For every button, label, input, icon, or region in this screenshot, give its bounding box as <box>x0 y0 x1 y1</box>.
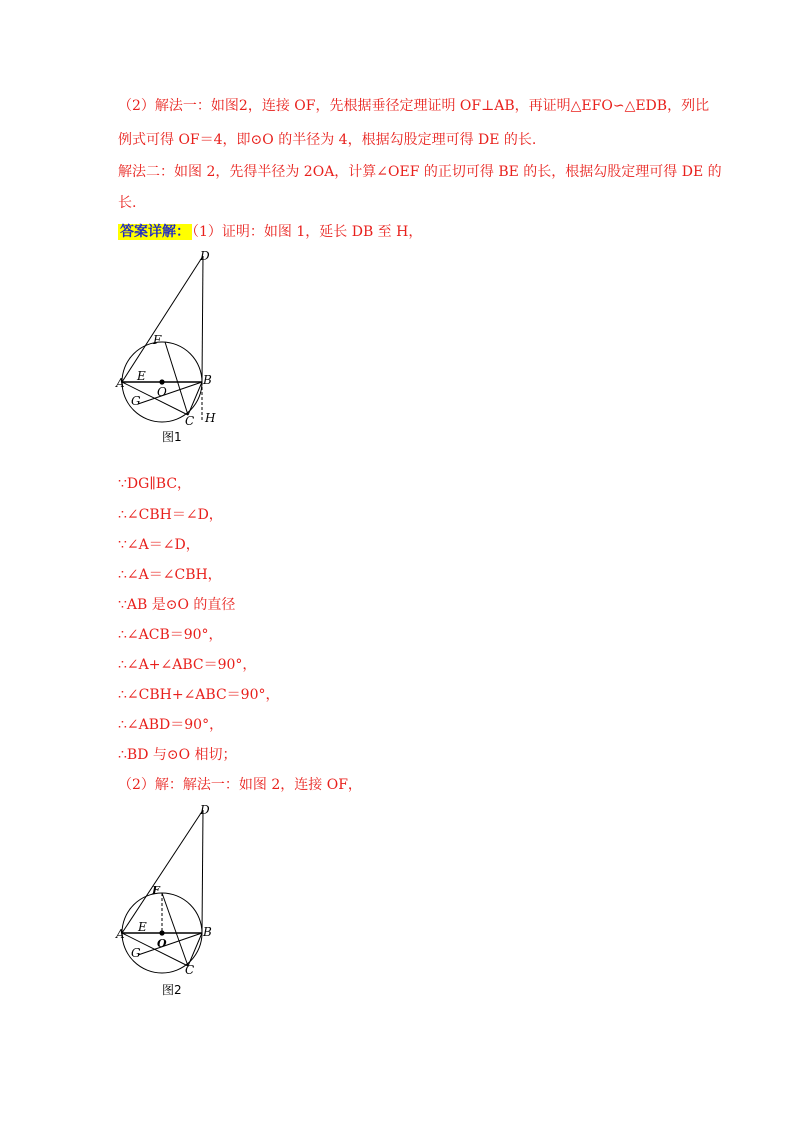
proof-line-10: ∴BD 与⊙O 相切； <box>118 747 237 763</box>
segment-fc <box>165 342 188 415</box>
intro-line-1: （2）解法一：如图2，连接 OF，先根据垂径定理证明 OF⊥AB，再证明△EFO∽△EDB，列比 <box>118 98 710 114</box>
label-a-2: A <box>116 927 125 941</box>
proof-line-8: ∴∠CBH+∠ABC＝90°， <box>118 687 280 703</box>
intro-line-3: 解法二：如图 2，先得半径为 2OA，计算∠OEF 的正切可得 BE 的长，根据勾股定理可得 DE 的 <box>118 164 722 180</box>
label-f: F <box>153 333 162 347</box>
answer-heading <box>118 222 422 242</box>
label-c-2: C <box>185 963 195 977</box>
label-b: B <box>203 373 212 387</box>
segment-gb-2 <box>138 933 202 955</box>
figure-1 <box>112 246 222 446</box>
label-e-2: E <box>138 920 147 934</box>
label-g: G <box>131 394 141 408</box>
answer-text: （1）证明：如图 1，延长 DB 至 H， <box>192 224 423 240</box>
figure-2-caption: 图2 <box>162 983 182 997</box>
proof-line-6: ∴∠ACB＝90°， <box>118 627 223 643</box>
label-b-2: B <box>203 925 212 939</box>
proof-line-3: ∵∠A＝∠D， <box>118 537 200 553</box>
segment-ad <box>122 256 203 382</box>
intro-line-2: 例式可得 OF＝4，即⊙O 的半径为 4，根据勾股定理可得 DE 的长. <box>118 132 537 148</box>
label-o-2: O <box>157 937 167 950</box>
center-point-2 <box>159 930 164 935</box>
proof-line-9: ∴∠ABD＝90°， <box>118 717 224 733</box>
label-d-2: D <box>200 803 210 817</box>
intro-line-4: 长. <box>118 195 137 211</box>
figure-1-caption: 图1 <box>162 430 182 444</box>
label-e: E <box>137 369 146 383</box>
label-d: D <box>200 249 210 263</box>
segment-bd <box>202 256 203 382</box>
segment-gb <box>138 382 202 404</box>
segment-bc-2 <box>188 933 202 966</box>
label-f-2: F <box>152 884 160 897</box>
segment-bd-2 <box>202 810 203 933</box>
proof-line-1: ∵DG∥BC， <box>118 476 192 492</box>
answer-tag: 答案详解： <box>120 224 190 240</box>
label-h: H <box>205 411 216 425</box>
proof-line-4: ∴∠A＝∠CBH， <box>118 567 222 583</box>
label-o: O <box>157 385 167 399</box>
proof-line-7: ∴∠A+∠ABC＝90°， <box>118 657 257 673</box>
proof-line-5: ∵AB 是⊙O 的直径 <box>118 597 236 613</box>
proof-line-11: （2）解：解法一：如图 2，连接 OF， <box>118 777 362 793</box>
center-point <box>159 379 164 384</box>
segment-bc <box>188 382 202 415</box>
proof-line-2: ∴∠CBH＝∠D， <box>118 507 223 523</box>
label-g-2: G <box>131 946 141 960</box>
figure-2 <box>112 800 222 1000</box>
label-a: A <box>116 376 125 390</box>
label-c: C <box>185 414 195 428</box>
